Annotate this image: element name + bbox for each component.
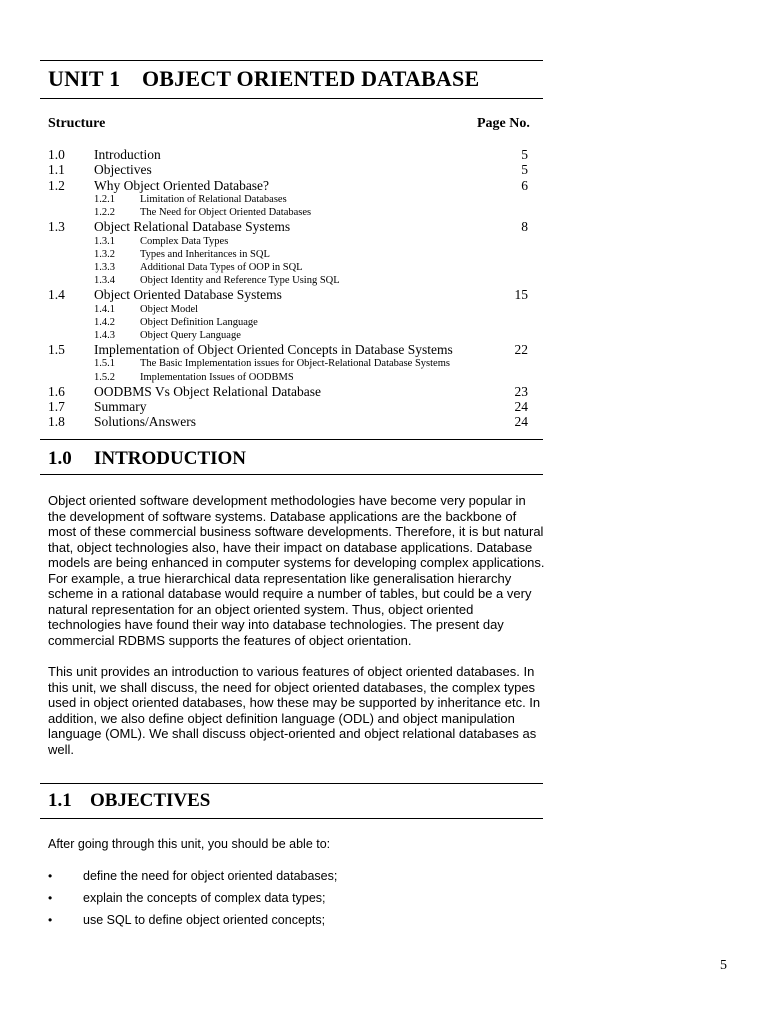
toc-entry-title: Solutions/Answers bbox=[94, 414, 197, 430]
toc-subentry-number: 1.2.2 bbox=[94, 207, 115, 219]
toc-entry-title: Implementation of Object Oriented Concepts in Database Systems bbox=[94, 342, 453, 358]
toc-entry-number: 1.5 bbox=[48, 342, 65, 358]
toc-entry bbox=[48, 399, 528, 414]
toc-subentry-title: Object Query Language bbox=[140, 329, 241, 341]
toc-subentry-number: 1.3.2 bbox=[94, 248, 115, 260]
table-of-contents bbox=[48, 147, 528, 430]
introduction-paragraph-1: Object oriented software development methodologies have become very popular in the development of software systems. Database applications are the backbone of most of these commercial business software developments. Therefore, it is but natural that, object technologies also, have their impact on database applications. Database models are being enhanced in computer systems for developing complex applications. For example, a true hierarchical data representation like generalisation hierarchy scheme in a rational database would require a number of tables, but could be a very natural representation for an object oriented system. Thus, object oriented technologies have found their way into database technologies. The present day commercial RDBMS supports the features of object orientation. bbox=[48, 493, 545, 648]
unit-title-text: OBJECT ORIENTED DATABASE bbox=[142, 66, 480, 91]
toc-entry bbox=[48, 414, 528, 429]
introduction-number: 1.0 bbox=[48, 448, 72, 469]
toc-subentry-number: 1.3.4 bbox=[94, 275, 115, 287]
objective-text: use SQL to define object oriented concepts; bbox=[83, 913, 326, 927]
toc-entry-title: Object Oriented Database Systems bbox=[94, 287, 282, 303]
toc-entry bbox=[48, 147, 528, 162]
page-no-label: Page No. bbox=[477, 116, 530, 131]
objectives-heading bbox=[48, 790, 210, 812]
toc-subentry-title: Object Model bbox=[140, 303, 199, 315]
toc-entry bbox=[48, 219, 528, 234]
toc-subentry-title: Complex Data Types bbox=[140, 235, 229, 247]
objectives-intro: After going through this unit, you should be able to: bbox=[48, 837, 331, 851]
toc-subentry bbox=[48, 261, 528, 274]
toc-subentry bbox=[48, 193, 528, 206]
bullet-icon: • bbox=[48, 869, 53, 883]
toc-entry-page: 22 bbox=[514, 342, 528, 358]
toc-subentry bbox=[48, 206, 528, 219]
objectives-top-rule bbox=[40, 783, 543, 784]
toc-entry-number: 1.4 bbox=[48, 287, 65, 303]
toc-subentry-title: Additional Data Types of OOP in SQL bbox=[140, 261, 303, 273]
unit-title-rule bbox=[40, 98, 543, 99]
toc-subentry bbox=[48, 371, 528, 384]
toc-entry-page: 23 bbox=[514, 383, 528, 399]
introduction-paragraph-2: This unit provides an introduction to various features of object oriented databases. In this unit, we shall discuss, the need for object oriented databases, the complex types used in object oriented databases, how these may be supported by inheritance etc. In addition, we also define object definition language (ODL) and object manipulation language (OML). We shall discuss object-oriented and object relational databases as well. bbox=[48, 664, 541, 757]
toc-subentry bbox=[48, 357, 528, 370]
unit-title bbox=[48, 66, 479, 92]
objective-text: define the need for object oriented databases; bbox=[83, 869, 338, 883]
toc-entry bbox=[48, 287, 528, 302]
toc-entry-title: Why Object Oriented Database? bbox=[94, 177, 270, 193]
toc-entry bbox=[48, 342, 528, 357]
toc-entry-number: 1.1 bbox=[48, 162, 65, 178]
list-item bbox=[48, 889, 337, 911]
toc-subentry-title: Object Identity and Reference Type Using SQL bbox=[140, 275, 340, 287]
toc-subentry bbox=[48, 274, 528, 287]
toc-entry-page: 6 bbox=[521, 177, 528, 193]
toc-entry-title: Objectives bbox=[94, 162, 152, 178]
toc-subentry-number: 1.4.1 bbox=[94, 303, 115, 315]
toc-subentry-title: The Basic Implementation issues for Object-Relational Database Systems bbox=[140, 358, 450, 370]
toc-entry-title: Summary bbox=[94, 399, 147, 415]
toc-subentry bbox=[48, 329, 528, 342]
toc-entry-page: 24 bbox=[514, 414, 528, 430]
top-rule bbox=[40, 60, 543, 61]
toc-subentry bbox=[48, 303, 528, 316]
objectives-title: OBJECTIVES bbox=[90, 790, 211, 811]
toc-entry bbox=[48, 162, 528, 177]
toc-subentry-number: 1.3.3 bbox=[94, 261, 115, 273]
toc-subentry-title: Types and Inheritances in SQL bbox=[140, 248, 270, 260]
structure-label: Structure bbox=[48, 116, 106, 131]
toc-entry-number: 1.2 bbox=[48, 177, 65, 193]
toc-subentry bbox=[48, 235, 528, 248]
introduction-title: INTRODUCTION bbox=[94, 448, 247, 469]
toc-subentry-title: Limitation of Relational Databases bbox=[140, 193, 287, 205]
toc-subentry-number: 1.4.2 bbox=[94, 316, 115, 328]
toc-entry-page: 24 bbox=[514, 399, 528, 415]
toc-subentry-number: 1.5.2 bbox=[94, 371, 115, 383]
toc-subentry bbox=[48, 248, 528, 261]
toc-subentry-number: 1.2.1 bbox=[94, 193, 115, 205]
objectives-number: 1.1 bbox=[48, 790, 72, 811]
toc-entry-title: Object Relational Database Systems bbox=[94, 219, 291, 235]
toc-entry bbox=[48, 384, 528, 399]
toc-entry-number: 1.7 bbox=[48, 399, 65, 415]
introduction-heading bbox=[48, 448, 246, 470]
list-item bbox=[48, 911, 337, 933]
toc-subentry-number: 1.5.1 bbox=[94, 358, 115, 370]
toc-entry-number: 1.3 bbox=[48, 219, 65, 235]
toc-entry-page: 15 bbox=[514, 287, 528, 303]
toc-subentry-number: 1.3.1 bbox=[94, 235, 115, 247]
toc-subentry-title: Implementation Issues of OODBMS bbox=[140, 371, 294, 383]
toc-bottom-rule bbox=[40, 439, 543, 440]
toc-entry-number: 1.8 bbox=[48, 414, 65, 430]
toc-subentry-title: The Need for Object Oriented Databases bbox=[140, 207, 312, 219]
toc-subentry-number: 1.4.3 bbox=[94, 329, 115, 341]
toc-entry-page: 5 bbox=[521, 147, 528, 162]
toc-entry-page: 5 bbox=[521, 162, 528, 178]
objectives-rule bbox=[40, 818, 543, 819]
bullet-icon: • bbox=[48, 913, 53, 927]
unit-number: UNIT 1 bbox=[48, 66, 121, 91]
introduction-rule bbox=[40, 474, 543, 475]
toc-entry-number: 1.6 bbox=[48, 383, 65, 399]
toc-entry-number: 1.0 bbox=[48, 147, 65, 162]
list-item bbox=[48, 867, 337, 889]
toc-subentry-title: Object Definition Language bbox=[140, 316, 258, 328]
objective-text: explain the concepts of complex data types; bbox=[83, 891, 326, 905]
toc-entry bbox=[48, 178, 528, 193]
toc-entry-title: OODBMS Vs Object Relational Database bbox=[94, 383, 321, 399]
toc-subentry bbox=[48, 316, 528, 329]
objectives-list bbox=[48, 867, 337, 933]
toc-entry-page: 8 bbox=[521, 219, 528, 235]
page-number: 5 bbox=[720, 958, 727, 973]
toc-entry-title: Introduction bbox=[94, 147, 161, 162]
bullet-icon: • bbox=[48, 891, 53, 905]
